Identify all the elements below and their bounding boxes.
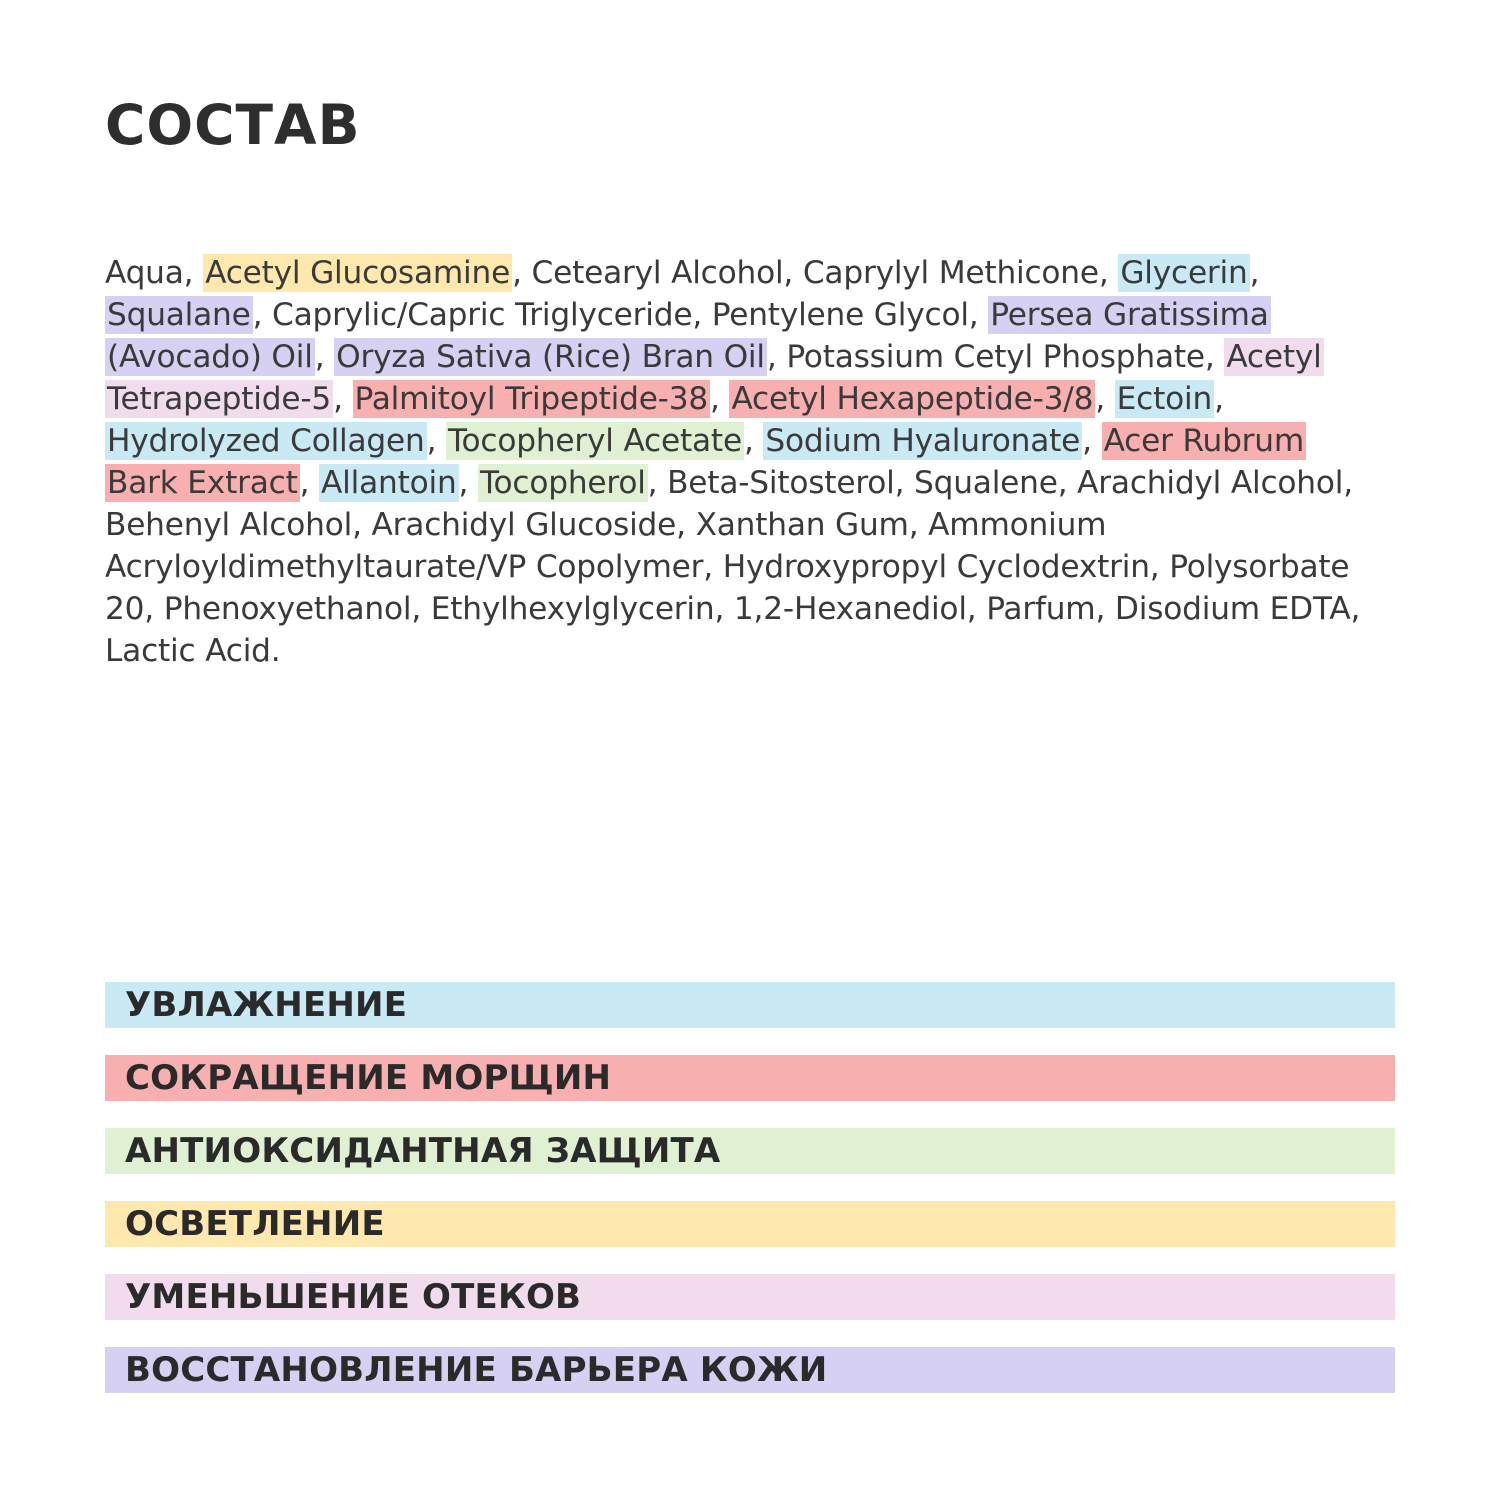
ingredient-highlighted: Hydrolyzed Collagen bbox=[107, 423, 425, 459]
ingredient: Xanthan Gum bbox=[695, 507, 909, 543]
ingredient: Lactic Acid bbox=[105, 633, 271, 669]
ingredient-highlighted: Ectoin bbox=[1116, 381, 1213, 417]
ingredient: 1,2-Hexanediol bbox=[733, 591, 967, 627]
legend-item-yellow: ОСВЕТЛЕНИЕ bbox=[105, 1201, 1395, 1247]
ingredient: Behenyl Alcohol bbox=[105, 507, 353, 543]
ingredient-highlighted: Acer Rubrum Bark Extract bbox=[107, 423, 1305, 501]
ingredient: Ammonium Acryloyldimethyltaurate/VP Copolymer bbox=[105, 507, 1107, 585]
ingredient: Squalene bbox=[914, 465, 1058, 501]
ingredient-highlighted: Acetyl Glucosamine bbox=[205, 255, 511, 291]
legend-item-pink: УМЕНЬШЕНИЕ ОТЕКОВ bbox=[105, 1274, 1395, 1320]
ingredient: Parfum bbox=[986, 591, 1096, 627]
ingredient: Phenoxyethanol bbox=[163, 591, 412, 627]
legend-item-green: АНТИОКСИДАНТНАЯ ЗАЩИТА bbox=[105, 1128, 1395, 1174]
ingredient: Cetearyl Alcohol bbox=[531, 255, 784, 291]
ingredient-highlighted: Acetyl Hexapeptide-3/8 bbox=[731, 381, 1094, 417]
ingredient: Ethylhexylglycerin bbox=[430, 591, 715, 627]
legend-item-purple: ВОССТАНОВЛЕНИЕ БАРЬЕРА КОЖИ bbox=[105, 1347, 1395, 1393]
page-title: СОСТАВ bbox=[105, 93, 361, 157]
ingredients-list: Aqua, Acetyl Glucosamine, Cetearyl Alcohol, Caprylyl Methicone, Glycerin, Squalane, Caprylic/Capric Triglyceride, Pentylene Glycol, Persea Gratissima (Avocado) Oil, Oryza Sativa (Rice) Bran Oil, Potassium Cetyl Phosphate, Acetyl Tetrapeptide-5, Palmitoyl Tripeptide-38, Acetyl Hexapeptide-3/8, Ectoin, Hydrolyzed Collagen, Tocopheryl Acetate, Sodium Hyaluronate, Acer Rubrum Bark Extract, Allantoin, Tocopherol, Beta-Sitosterol, Squalene, Arachidyl Alcohol, Behenyl Alcohol, Arachidyl Glucoside, Xanthan Gum, Ammonium Acryloyldimethyltaurate/VP Copolymer, Hydroxypropyl Cyclodextrin, Polysorbate 20, Phenoxyethanol, Ethylhexylglycerin, 1,2-Hexanediol, Parfum, Disodium EDTA, Lactic Acid. bbox=[105, 255, 1361, 669]
ingredient-highlighted: Oryza Sativa (Rice) Bran Oil bbox=[336, 339, 765, 375]
ingredient-highlighted: Glycerin bbox=[1120, 255, 1248, 291]
ingredient: Caprylyl Methicone bbox=[802, 255, 1099, 291]
legend-item-red: СОКРАЩЕНИЕ МОРЩИН bbox=[105, 1055, 1395, 1101]
ingredient-highlighted: Allantoin bbox=[321, 465, 457, 501]
ingredient-highlighted: Sodium Hyaluronate bbox=[765, 423, 1081, 459]
ingredient-highlighted: Persea Gratissima (Avocado) Oil bbox=[107, 297, 1269, 375]
ingredient: Arachidyl Alcohol bbox=[1077, 465, 1344, 501]
ingredient: Caprylic/Capric Triglyceride bbox=[272, 297, 693, 333]
legend-item-blue: УВЛАЖНЕНИЕ bbox=[105, 982, 1395, 1028]
ingredient-highlighted: Squalane bbox=[107, 297, 251, 333]
ingredient-highlighted: Acetyl Tetrapeptide-5 bbox=[107, 339, 1322, 417]
ingredient: Potassium Cetyl Phosphate bbox=[786, 339, 1205, 375]
ingredient: Disodium EDTA bbox=[1114, 591, 1351, 627]
ingredient: Hydroxypropyl Cyclodextrin bbox=[722, 549, 1150, 585]
ingredient-highlighted: Tocopherol bbox=[479, 465, 646, 501]
ingredient: Aqua bbox=[105, 255, 184, 291]
ingredient-highlighted: Palmitoyl Tripeptide-38 bbox=[354, 381, 709, 417]
ingredient: Pentylene Glycol bbox=[711, 297, 969, 333]
ingredient-highlighted: Tocopheryl Acetate bbox=[448, 423, 742, 459]
ingredient: Beta-Sitosterol bbox=[667, 465, 895, 501]
ingredient: Polysorbate 20 bbox=[105, 549, 1350, 627]
ingredient: Arachidyl Glucoside bbox=[371, 507, 677, 543]
benefits-legend bbox=[105, 982, 1395, 1393]
